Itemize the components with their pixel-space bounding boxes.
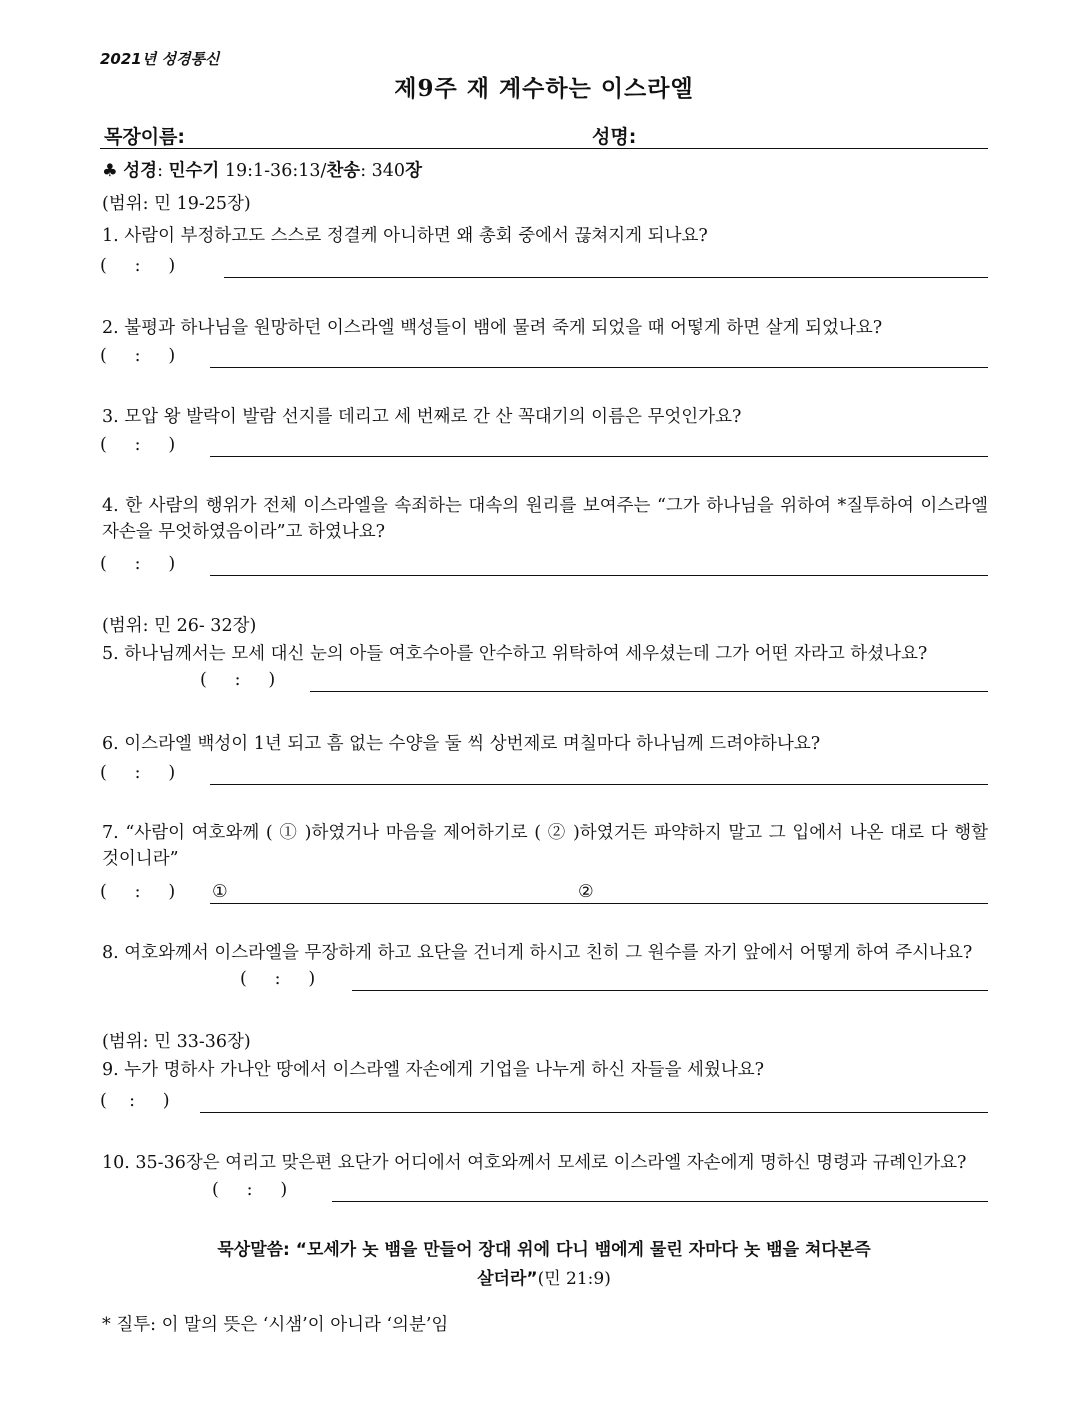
question-7: 7. “사람이 여호와께 ( ① )하였거나 마음을 제어하기로 ( ② )하였거든 파약하지 말고 그 입에서 나온 대로 다 행할 것이니라” — [102, 823, 988, 869]
answer-row-7 — [100, 879, 988, 905]
answer-ref-blank: ( : ) — [100, 256, 176, 276]
answer-row-8 — [100, 966, 988, 992]
range-label: (범위: 민 19-25장) — [102, 194, 251, 214]
answer-ref-blank: ( : ) — [100, 763, 176, 783]
answer-line[interactable] — [200, 1112, 988, 1113]
answer-row-6 — [100, 760, 988, 786]
answer-ref-blank: ( : ) — [100, 435, 176, 455]
answer-row-5 — [100, 667, 988, 693]
answer-line[interactable] — [310, 691, 988, 692]
page-title: 제9주 재 계수하는 이스라엘 — [394, 75, 694, 102]
meditation-line-1 — [100, 1236, 988, 1265]
document-header: 2021년 성경통신 — [100, 50, 220, 68]
meditation-verse — [100, 1236, 988, 1294]
hymn-label: 찬송 — [326, 161, 361, 181]
range-label: (범위: 민 26- 32장) — [102, 616, 257, 636]
club-icon: ♣ — [102, 161, 118, 181]
scripture-range: 19:1-36:13/ — [219, 161, 327, 181]
answer-ref-blank: ( : ) — [100, 554, 176, 574]
question-9: 9. 누가 명하사 가나안 땅에서 이스라엘 자손에게 기업을 나누게 하신 자들을 세웠나요? — [102, 1060, 765, 1080]
answer-mark-1: ① — [212, 882, 228, 902]
scripture-label: 성경 — [123, 161, 158, 181]
question-4: 4. 한 사람의 행위가 전체 이스라엘을 속죄하는 대속의 원리를 보여주는 “그가 하나님을 위하여 *질투하여 이스라엘 자손을 무엇하였음이라”고 하였나요? — [102, 496, 988, 542]
hymn-unit: 장 — [405, 161, 422, 181]
question-2: 2. 불평과 하나님을 원망하던 이스라엘 백성들이 뱀에 물려 죽게 되었을 때 어떻게 하면 살게 되었나요? — [102, 318, 883, 338]
answer-ref-blank: ( : ) — [200, 670, 276, 690]
answer-line[interactable] — [352, 990, 988, 991]
footnote: * 질투: 이 말의 뜻은 ‘시샘’이 아니라 ‘의분’임 — [102, 1315, 449, 1335]
answer-line[interactable] — [210, 903, 988, 904]
meditation-label: 묵상말씀: — [217, 1240, 290, 1260]
info-line — [100, 122, 988, 149]
answer-line[interactable] — [210, 456, 988, 457]
answer-line[interactable] — [210, 367, 988, 368]
answer-row-1 — [100, 253, 988, 279]
scripture-sep: : — [157, 161, 169, 181]
answer-row-2 — [100, 343, 988, 369]
answer-row-9 — [100, 1088, 988, 1114]
scripture-book: 민수기 — [168, 161, 220, 181]
answer-ref-blank: ( : ) — [212, 1180, 288, 1200]
answer-ref-blank: ( : ) — [100, 1091, 170, 1111]
answer-row-3 — [100, 432, 988, 458]
answer-line[interactable] — [332, 1201, 988, 1202]
question-6: 6. 이스라엘 백성이 1년 되고 흠 없는 수양을 둘 씩 상번제로 며칠마다 하나님께 드려야하나요? — [102, 734, 821, 754]
answer-row-4 — [100, 551, 988, 577]
question-1: 1. 사람이 부정하고도 스스로 정결케 아니하면 왜 총회 중에서 끊쳐지게 되나요? — [102, 226, 708, 246]
answer-row-10 — [100, 1177, 988, 1203]
question-3: 3. 모압 왕 발락이 발람 선지를 데리고 세 번째로 간 산 꼭대기의 이름은 무엇인가요? — [102, 407, 742, 427]
answer-line[interactable] — [224, 277, 988, 278]
scripture-line — [102, 158, 422, 184]
question-5: 5. 하나님께서는 모세 대신 눈의 아들 여호수아를 안수하고 위탁하여 세우셨는데 그가 어떤 자라고 하셨나요? — [102, 644, 928, 664]
answer-line[interactable] — [210, 784, 988, 785]
name-label: 성명: — [592, 126, 637, 148]
question-10: 10. 35-36장은 여리고 맞은편 요단가 어디에서 여호와께서 모세로 이스라엘 자손에게 명하신 명령과 규례인가요? — [102, 1153, 967, 1173]
answer-ref-blank: ( : ) — [100, 346, 176, 366]
meditation-text-2: 살더라” — [477, 1269, 538, 1289]
meditation-line-2 — [100, 1265, 988, 1294]
answer-line[interactable] — [210, 575, 988, 576]
pasture-label: 목장이름: — [104, 126, 186, 148]
answer-mark-2: ② — [578, 882, 594, 902]
answer-ref-blank: ( : ) — [240, 969, 316, 989]
answer-ref-blank: ( : ) — [100, 882, 176, 902]
hymn-number: : 340 — [360, 161, 406, 181]
range-label: (범위: 민 33-36장) — [102, 1032, 251, 1052]
question-8: 8. 여호와께서 이스라엘을 무장하게 하고 요단을 건너게 하시고 친히 그 원수를 자기 앞에서 어떻게 하여 주시나요? — [102, 943, 973, 963]
meditation-ref: (민 21:9) — [537, 1269, 611, 1289]
meditation-text-1: “모세가 놋 뱀을 만들어 장대 위에 다니 뱀에게 물린 자마다 놋 뱀을 쳐다본즉 — [289, 1240, 871, 1260]
